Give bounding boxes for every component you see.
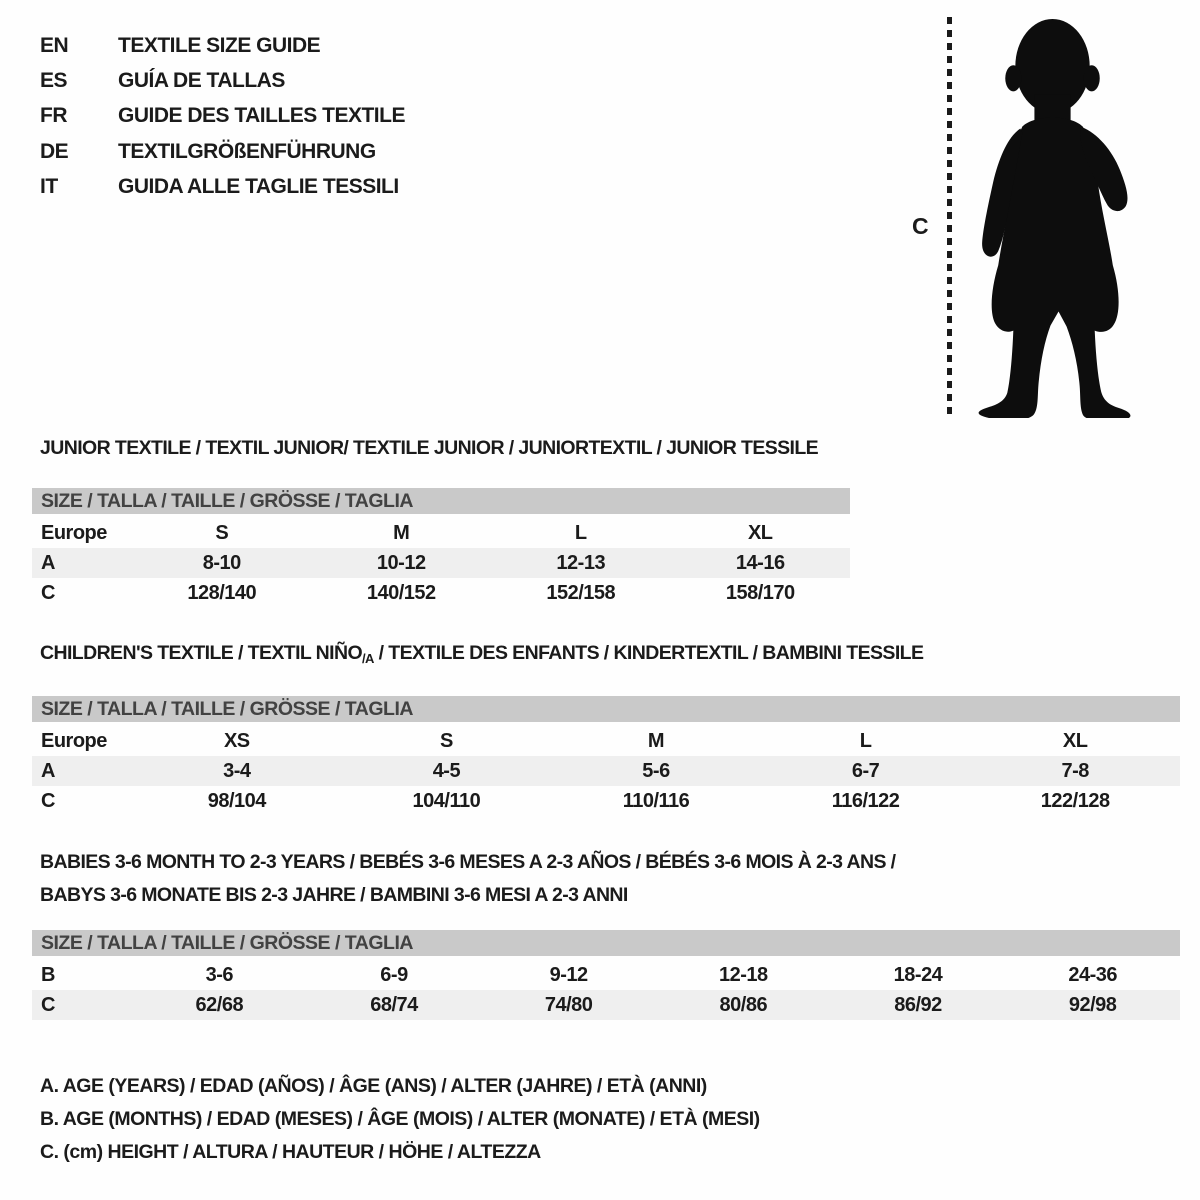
table-cell: 8-10 — [202, 551, 241, 574]
table-cell: 110/116 — [622, 789, 690, 812]
row-label: C — [41, 581, 55, 604]
language-row-en — [40, 28, 405, 63]
row-label: A — [41, 759, 55, 782]
language-title-list — [40, 28, 405, 205]
row-label: Europe — [41, 729, 107, 752]
table-cell: 86/92 — [894, 993, 942, 1016]
table-cell: 6-9 — [380, 963, 408, 986]
table-cell: 92/98 — [1068, 993, 1117, 1016]
section-title-babies-line1: BABIES 3-6 MONTH TO 2-3 YEARS / BEBÉS 3-6 MESES A 2-3 AÑOS / BÉBÉS 3-6 MOIS À 2-3 ANS / — [40, 851, 896, 873]
table-row-height — [32, 990, 1180, 1020]
table-header-size: SIZE / TALLA / TAILLE / GRÖSSE / TAGLIA — [32, 930, 1180, 956]
height-measure-label: C — [912, 213, 929, 239]
table-cell: 128/140 — [187, 581, 257, 604]
table-cell: 12-13 — [556, 551, 606, 574]
table-cell: 24-36 — [1068, 963, 1117, 986]
table-cell: 12-18 — [719, 963, 768, 986]
table-cell: 122/128 — [1040, 789, 1110, 812]
table-header-size: SIZE / TALLA / TAILLE / GRÖSSE / TAGLIA — [32, 696, 1180, 722]
section-title-children — [40, 642, 923, 666]
table-header-size: SIZE / TALLA / TAILLE / GRÖSSE / TAGLIA — [32, 488, 850, 514]
table-cell: 62/68 — [195, 993, 244, 1016]
babies-size-table — [32, 930, 1180, 1020]
language-title: GUIDA ALLE TAGLIE TESSILI — [118, 175, 399, 199]
section-title-children-rest: / TEXTILE DES ENFANTS / KINDERTEXTIL / BAMBINI TESSILE — [373, 642, 924, 664]
row-label: C — [41, 993, 55, 1016]
junior-size-table — [32, 488, 850, 608]
table-cell: 18-24 — [893, 963, 943, 986]
table-cell: 74/80 — [544, 993, 593, 1016]
section-title-children-sub: /A — [362, 651, 374, 666]
table-cell: 98/104 — [207, 789, 266, 812]
table-row-europe — [32, 726, 1180, 756]
row-label: B — [41, 963, 55, 986]
table-cell: 9-12 — [549, 963, 588, 986]
height-dashed-line — [947, 17, 952, 419]
children-size-table — [32, 696, 1180, 816]
section-title-children-main: CHILDREN'S TEXTILE / TEXTIL NIÑO — [40, 642, 363, 664]
language-title: TEXTILGRÖßENFÜHRUNG — [118, 139, 376, 163]
row-label: Europe — [41, 521, 107, 544]
table-cell: 3-4 — [223, 759, 251, 782]
table-cell: XL — [747, 521, 773, 544]
table-cell: 140/152 — [366, 581, 436, 604]
toddler-silhouette — [962, 16, 1138, 418]
table-cell: L — [859, 729, 872, 752]
table-row-age — [32, 756, 1180, 786]
table-cell: XL — [1062, 729, 1088, 752]
table-cell: 80/86 — [719, 993, 768, 1016]
section-title-babies — [40, 846, 970, 912]
table-cell: 104/110 — [412, 789, 481, 812]
table-cell: 7-8 — [1061, 759, 1089, 782]
table-row-height — [32, 578, 850, 608]
table-row-height — [32, 786, 1180, 816]
table-cell: 14-16 — [735, 551, 785, 574]
language-code: EN — [40, 33, 69, 57]
language-row-fr — [40, 99, 405, 134]
language-code: FR — [40, 104, 67, 128]
table-cell: 3-6 — [205, 963, 234, 986]
table-row-age-months — [32, 960, 1180, 990]
language-code: ES — [40, 69, 68, 93]
language-title: TEXTILE SIZE GUIDE — [118, 33, 321, 57]
table-cell: 68/74 — [370, 993, 418, 1016]
language-title: GUIDE DES TAILLES TEXTILE — [118, 104, 405, 128]
table-cell: XS — [223, 729, 250, 752]
table-cell: M — [393, 521, 410, 544]
language-code: IT — [40, 175, 58, 199]
language-code: DE — [40, 139, 69, 163]
language-title: GUÍA DE TALLAS — [118, 69, 285, 93]
language-row-es — [40, 63, 405, 98]
table-cell: 5-6 — [642, 759, 670, 782]
section-title-junior: JUNIOR TEXTILE / TEXTIL JUNIOR/ TEXTILE JUNIOR / JUNIORTEXTIL / JUNIOR TESSILE — [40, 437, 819, 459]
measure-legend — [40, 1070, 760, 1169]
table-row-europe — [32, 518, 850, 548]
row-label: C — [41, 789, 55, 812]
legend-line-b: B. AGE (MONTHS) / EDAD (MESES) / ÂGE (MOIS) / ALTER (MONATE) / ETÀ (MESI) — [40, 1108, 760, 1130]
language-row-it — [40, 170, 405, 205]
table-cell: 152/158 — [546, 581, 616, 604]
section-title-babies-line2: BABYS 3-6 MONATE BIS 2-3 JAHRE / BAMBINI 3-6 MESI A 2-3 ANNI — [40, 884, 628, 906]
legend-line-c: C. (cm) HEIGHT / ALTURA / HAUTEUR / HÖHE / ALTEZZA — [40, 1141, 541, 1163]
legend-line-a: A. AGE (YEARS) / EDAD (AÑOS) / ÂGE (ANS) / ALTER (JAHRE) / ETÀ (ANNI) — [40, 1075, 707, 1097]
table-cell: S — [439, 729, 453, 752]
table-cell: 116/122 — [831, 789, 900, 812]
table-cell: 10-12 — [376, 551, 426, 574]
table-cell: L — [574, 521, 587, 544]
table-cell: 6-7 — [851, 759, 880, 782]
table-cell: 158/170 — [725, 581, 795, 604]
table-cell: S — [215, 521, 229, 544]
language-row-de — [40, 134, 405, 169]
table-cell: M — [647, 729, 665, 752]
row-label: A — [41, 551, 55, 574]
table-cell: 4-5 — [432, 759, 461, 782]
table-row-age — [32, 548, 850, 578]
